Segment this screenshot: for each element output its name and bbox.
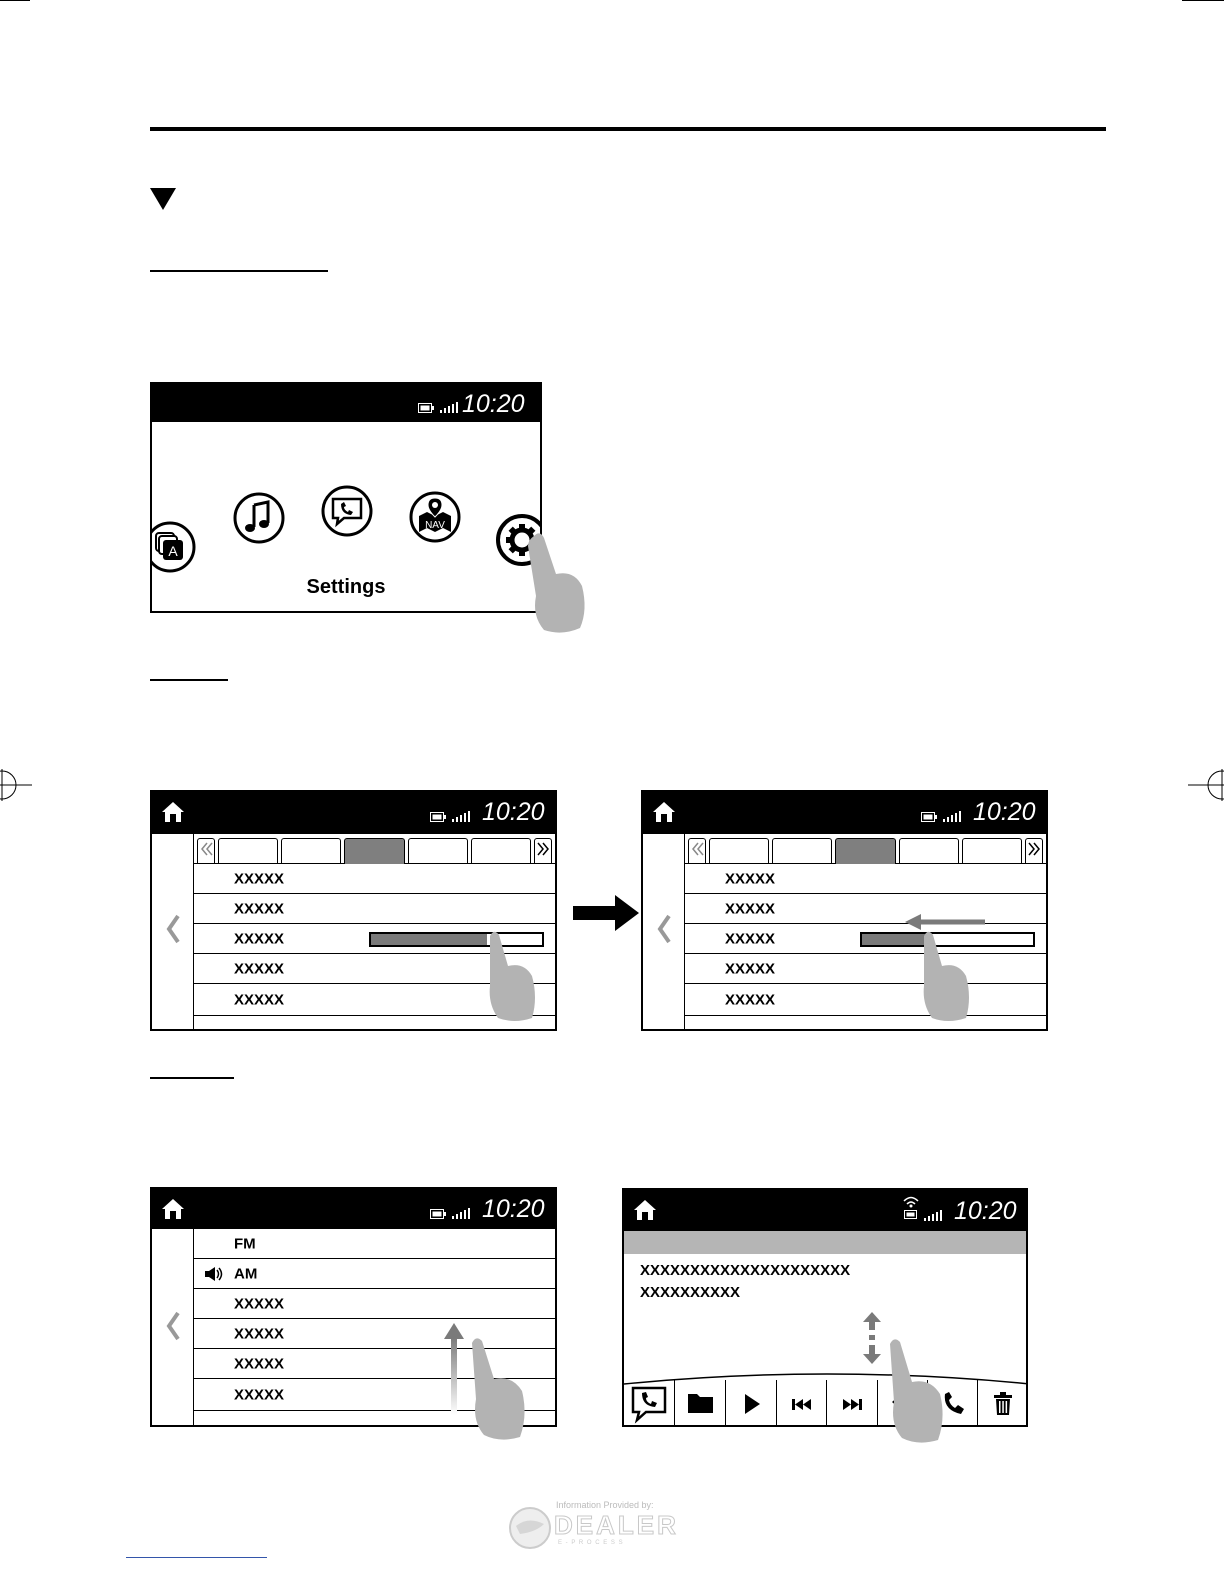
message-toolbar <box>624 1380 1026 1425</box>
finger-drag-icon <box>884 1336 950 1446</box>
message-call-icon <box>624 1380 675 1427</box>
tab-3-selected[interactable] <box>344 838 405 864</box>
tab-4[interactable] <box>408 838 468 864</box>
list-item-label: XXXXX <box>234 960 285 977</box>
battery-icon <box>430 812 446 822</box>
signal-icon <box>924 1209 942 1221</box>
list-item-label: XXXXX <box>234 1325 285 1342</box>
navigation-icon[interactable] <box>408 490 462 544</box>
status-bar <box>152 384 540 422</box>
list-item[interactable] <box>194 1289 555 1319</box>
clock: 10:20 <box>482 1195 545 1223</box>
watermark-caption: Information Provided by: <box>556 1500 654 1510</box>
list-item-label: XXXXX <box>234 900 285 917</box>
finger-drag-icon <box>918 928 974 1024</box>
list-item[interactable] <box>194 1259 555 1289</box>
home-icon[interactable] <box>653 802 675 822</box>
list-item[interactable] <box>685 954 1046 984</box>
list-item-label: XXXXX <box>725 930 776 947</box>
list-item-label: XXXXX <box>234 930 285 947</box>
play-icon <box>726 1380 777 1427</box>
tab-scroll-right[interactable] <box>534 838 552 864</box>
list-item[interactable] <box>194 894 555 924</box>
list-item-label: XXXXX <box>725 960 776 977</box>
home-icon[interactable] <box>634 1200 656 1220</box>
back-arrow-icon[interactable] <box>657 914 671 944</box>
tab-bar <box>194 834 555 864</box>
tab-4[interactable] <box>899 838 959 864</box>
home-screen <box>150 382 542 613</box>
folder-icon <box>675 1380 726 1427</box>
registration-mark-left <box>0 765 40 805</box>
side-panel <box>152 1229 194 1425</box>
tab-2[interactable] <box>281 838 341 864</box>
list-item-label: XXXXX <box>725 991 776 1008</box>
focused-item-caption: Settings <box>306 576 386 598</box>
home-icon[interactable] <box>162 802 184 822</box>
next-track-icon <box>827 1380 878 1427</box>
crop-mark-right-top <box>1182 0 1224 1</box>
toolbar-button[interactable] <box>726 1380 777 1425</box>
watermark-subtitle: E - P R O C E S S <box>558 1540 624 1546</box>
list-item-label: XXXXX <box>725 870 776 887</box>
list-item-label: XXXXX <box>234 1386 285 1403</box>
status-bar <box>643 792 1046 834</box>
svg-text:NAV: NAV <box>425 520 445 531</box>
list-item-label: XXXXX <box>234 870 285 887</box>
toolbar-button[interactable] <box>675 1380 726 1425</box>
list-item-label: XXXXX <box>234 1355 285 1372</box>
tab-scroll-left[interactable] <box>688 838 706 864</box>
scroll-up-arrow-icon <box>444 1323 464 1415</box>
clock: 10:20 <box>954 1197 1017 1225</box>
status-bar <box>152 1189 555 1229</box>
tab-5[interactable] <box>471 838 531 864</box>
subheading-underline-2 <box>150 679 228 681</box>
toolbar-button[interactable] <box>978 1380 1028 1425</box>
previous-track-icon <box>777 1380 827 1427</box>
status-bar <box>152 792 555 834</box>
tab-scroll-left[interactable] <box>197 838 215 864</box>
list-item-label: XXXXX <box>725 900 776 917</box>
side-panel <box>152 834 194 1029</box>
header-rule <box>150 127 1106 131</box>
battery-icon <box>430 1209 446 1219</box>
list-item-label: XXXXX <box>234 991 285 1008</box>
list-item[interactable] <box>194 1229 555 1259</box>
signal-icon <box>452 1207 470 1219</box>
signal-icon <box>452 810 470 822</box>
signal-icon <box>440 401 458 413</box>
tab-scroll-right[interactable] <box>1025 838 1043 864</box>
watermark <box>508 1498 698 1554</box>
speaker-icon <box>204 1266 224 1282</box>
watermark-globe-icon <box>508 1506 552 1550</box>
toolbar-button[interactable] <box>827 1380 878 1425</box>
footer-link-underline <box>126 1557 267 1558</box>
toolbar-button[interactable] <box>777 1380 827 1425</box>
list-item-label: AM <box>234 1265 258 1282</box>
list-item[interactable] <box>685 894 1046 924</box>
music-icon[interactable] <box>232 491 286 545</box>
signal-icon <box>943 810 961 822</box>
scroll-updown-arrow-icon <box>862 1312 882 1364</box>
section-triangle-icon <box>150 188 176 210</box>
tab-2[interactable] <box>772 838 832 864</box>
applications-icon[interactable] <box>150 521 200 577</box>
list-item[interactable] <box>685 984 1046 1016</box>
clock: 10:20 <box>462 390 525 418</box>
list-item-label: XXXXX <box>234 1295 285 1312</box>
tab-bar <box>685 834 1046 864</box>
finger-tap-icon <box>522 530 588 636</box>
slider-fill <box>371 934 487 945</box>
subheading-underline-1 <box>150 270 328 272</box>
status-bar <box>624 1190 1026 1231</box>
tab-1[interactable] <box>709 838 769 864</box>
trash-icon <box>978 1380 1028 1427</box>
finger-drag-icon <box>484 928 540 1024</box>
subheading-underline-3 <box>150 1077 234 1079</box>
side-panel <box>643 834 685 1029</box>
back-arrow-icon[interactable] <box>166 914 180 944</box>
message-header-bar <box>624 1231 1026 1254</box>
home-icon[interactable] <box>162 1199 184 1219</box>
tab-3-selected[interactable] <box>835 838 896 864</box>
wifi-battery-icon <box>902 1195 920 1221</box>
right-arrow-icon <box>573 895 639 931</box>
tab-1[interactable] <box>218 838 278 864</box>
battery-icon <box>921 812 937 822</box>
list-item[interactable] <box>685 864 1046 894</box>
message-line-2: XXXXXXXXXX <box>640 1284 741 1301</box>
battery-icon <box>418 403 434 413</box>
message-screen <box>622 1188 1028 1427</box>
clock: 10:20 <box>973 798 1036 826</box>
back-arrow-icon[interactable] <box>166 1311 180 1341</box>
toolbar-button[interactable] <box>624 1380 675 1425</box>
list-item[interactable] <box>194 864 555 894</box>
watermark-brand: DEALER <box>554 1510 679 1540</box>
list-item-label: FM <box>234 1235 256 1252</box>
finger-swipe-icon <box>468 1335 530 1443</box>
communication-icon[interactable] <box>320 484 374 538</box>
message-line-1: XXXXXXXXXXXXXXXXXXXXX <box>640 1262 851 1279</box>
crop-mark-left-top <box>0 0 30 1</box>
tab-5[interactable] <box>962 838 1022 864</box>
list-screen-slider-after <box>641 790 1048 1031</box>
list-item[interactable] <box>685 924 1046 954</box>
clock: 10:20 <box>482 798 545 826</box>
registration-mark-right <box>1184 765 1224 805</box>
svg-text:A: A <box>168 543 178 559</box>
